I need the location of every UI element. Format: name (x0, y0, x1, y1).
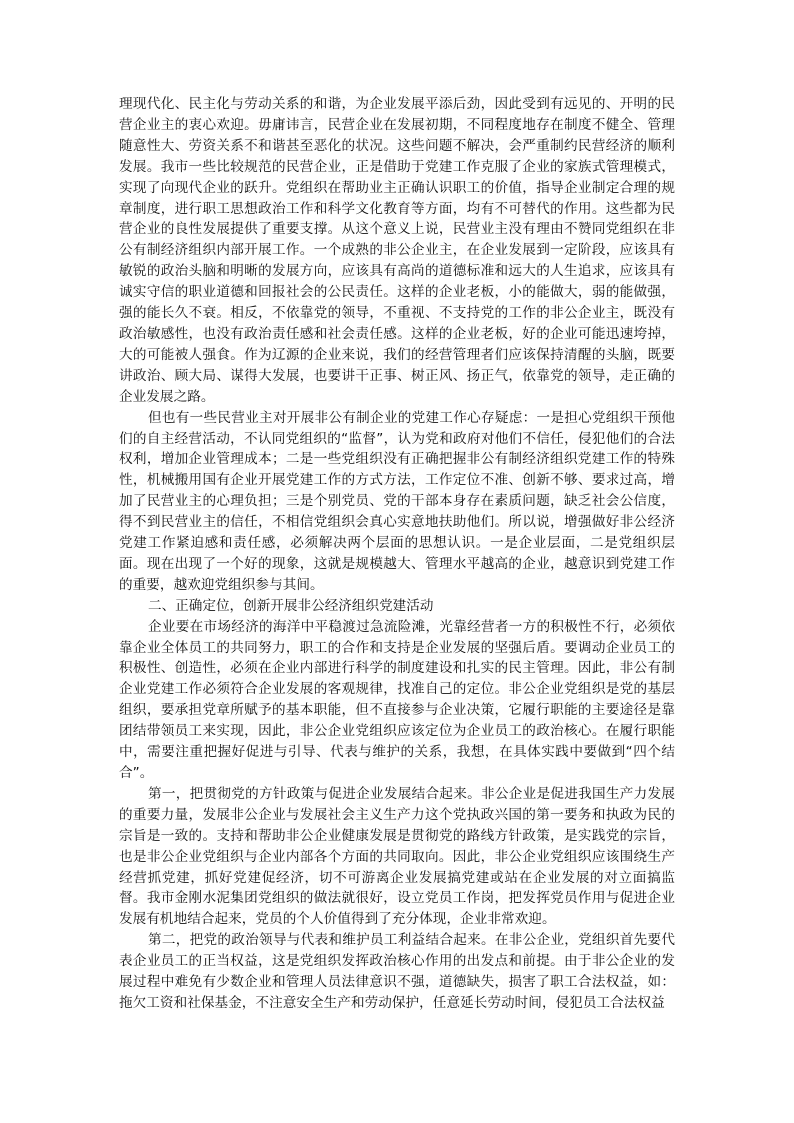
paragraph-concerns: 但也有一些民营业主对开展非公有制企业的党建工作心存疑虑：一是担心党组织干预他们的自主经营活动，不认同党组织的“监督”，认为党和政府对他们不信任，侵犯他们的合法权利，增加企业管理成本；二是一些党组织没有正确把握非公有制经济组织党建工作的特殊性，机械搬用国有企业开展党建工作的方式方法，工作定位不准、创新不够、要求过高，增加了民营业主的心理负担；三是个别党员、党的干部本身存在素质问题，缺乏社会公信度，得不到民营业主的信任，不相信党组织会真心实意地扶助他们。所以说，增强做好非公经济党建工作紧迫感和责任感，必须解决两个层面的思想认识。一是企业层面，二是党组织层面。现在出现了一个好的现象，这就是规模越大、管理水平越高的企业，越意识到党建工作的重要，越欢迎党组织参与其间。 (119, 409, 675, 593)
document-page (119, 94, 675, 1014)
section-heading: 二、正确定位，创新开展非公经济组织党建活动 (148, 597, 434, 614)
paragraph-first-combination: 第一，把贯彻党的方针政策与促进企业发展结合起来。非公企业是促进我国生产力发展的重要力量，发展非公企业与发展社会主义生产力这个党执政兴国的第一要务和执政为民的宗旨是一致的。支持和帮助非公企业健康发展是贯彻党的路线方针政策，是实践党的宗旨，也是非公企业党组织与企业内部各个方面的共同取向。因此，非公企业党组织应该围绕生产经营抓党建，抓好党建促经济，切不可游离企业发展搞党建或站在企业发展的对立面搞监督。我市金刚水泥集团党组织的做法就很好，设立党员工作岗，把发挥党员作用与促进企业发展有机地结合起来，党员的个人价值得到了充分体现，企业非常欢迎。 (119, 785, 675, 928)
paragraph-positioning: 企业要在市场经济的海洋中平稳渡过急流险滩，光靠经营者一方的积极性不行，必须依靠企业全体员工的共同努力，职工的合作和支持是企业发展的坚强后盾。要调动企业员工的积极性、创造性，必须在企业内部进行科学的制度建设和扎实的民主管理。因此，非公有制企业党建工作必须符合企业发展的客观规律，找准自己的定位。非公企业党组织是党的基层组织，要承担党章所赋予的基本职能，但不直接参与企业决策，它履行职能的主要途径是靠团结带领员工来实现，因此，非公企业党组织应该定位为企业员工的政治核心。在履行职能中，需要注重把握好促进与引导、代表与维护的关系，我想，在具体实践中要做到“四个结合”。 (119, 618, 675, 781)
paragraph-second-combination: 第二，把党的政治领导与代表和维护员工利益结合起来。在非公企业，党组织首先要代表企业员工的正当权益，这是党组织发挥政治核心作用的出发点和前提。由于非公企业的发展过程中难免有少数企业和管理人员法律意识不强，道德缺失，损害了职工合法权益，如：拖欠工资和社保基金，不注意安全生产和劳动保护，任意延长劳动时间，侵犯员工合法权益 (119, 932, 675, 1011)
paragraph-continuation: 理现代化、民主化与劳动关系的和谐，为企业发展平添后劲，因此受到有远见的、开明的民营企业主的衷心欢迎。毋庸讳言，民营企业在发展初期，不同程度地存在制度不健全、管理随意性大、劳资关系不和谐甚至恶化的状况。这些问题不解决，会严重制约民营经济的顺利发展。我市一些比较规范的民营企业，正是借助于党建工作克服了企业的家族式管理模式，实现了向现代企业的跃升。党组织在帮助业主正确认识职工的价值，指导企业制定合理的规章制度，进行职工思想政治工作和科学文化教育等方面，均有不可替代的作用。这些都为民营企业的良性发展提供了重要支撑。从这个意义上说，民营业主没有理由不赞同党组织在非公有制经济组织内部开展工作。一个成熟的非公企业主，在企业发展到一定阶段，应该具有敏锐的政治头脑和明晰的发展方向，应该具有高尚的道德标准和远大的人生追求，应该具有诚实守信的职业道德和回报社会的公民责任。这样的企业老板，小的能做大，弱的能做强，强的能长久不衰。相反，不依靠党的领导，不重视、不支持党的工作的非公企业主，既没有政治敏感性，也没有政治责任感和社会责任感。这样的企业老板，好的企业可能迅速垮掉，大的可能被人强食。作为辽源的企业来说，我们的经营管理者们应该保持清醒的头脑，既要讲政治、顾大局、谋得大发展，也要讲干正事、树正风、扬正气，依靠党的领导，走正确的企业发展之路。 (119, 96, 675, 405)
